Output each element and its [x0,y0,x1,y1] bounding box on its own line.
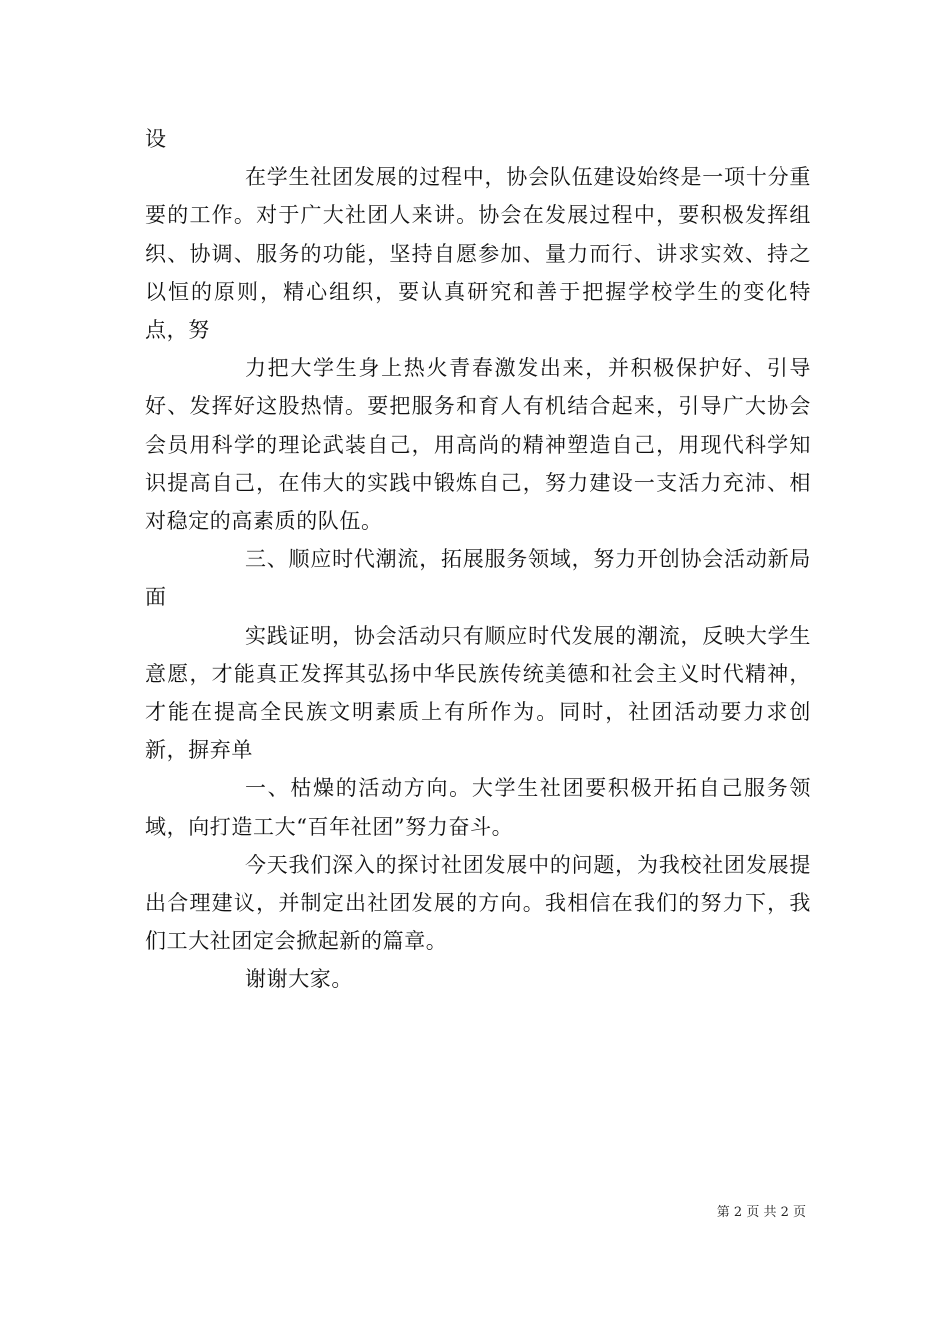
paragraph-1: 设 [145,127,167,151]
paragraph-2: 在学生社团发展的过程中，协会队伍建设始终是一项十分重要的工作。对于广大社团人来讲。协会在发展过程中，要积极发挥组织、协调、服务的功能，坚持自愿参加、量力而行、讲求实效、持之以恒的原则，精心组织，要认真研究和善于把握学校学生的变化特点，努 [145,165,811,343]
paragraph-4: 实践证明，协会活动只有顺应时代发展的潮流，反映大学生意愿，才能真正发挥其弘扬中华民族传统美德和社会主义时代精神，才能在提高全民族文明素质上有所作为。同时，社团活动要力求创新，摒弃单 [145,623,811,763]
document-body [145,120,811,999]
closing-line: 谢谢大家。 [245,967,353,992]
section-heading-3: 三、顺应时代潮流，拓展服务领域，努力开创协会活动新局面 [145,547,811,610]
page-number-footer: 第 2 页 共 2 页 [716,1205,806,1220]
paragraph-3: 力把大学生身上热火青春激发出来，并积极保护好、引导好、发挥好这股热情。要把服务和育人有机结合起来，引导广大协会会员用科学的理论武装自己，用高尚的精神塑造自己，用现代科学知识提高自己，在伟大的实践中锻炼自己，努力建设一支活力充沛、相对稳定的高素质的队伍。 [145,356,811,534]
paragraph-6: 今天我们深入的探讨社团发展中的问题，为我校社团发展提出合理建议，并制定出社团发展的方向。我相信在我们的努力下，我们工大社团定会掀起新的篇章。 [145,852,811,954]
paragraph-5: 一、枯燥的活动方向。大学生社团要积极开拓自己服务领域，向打造工大“百年社团”努力奋斗。 [145,776,811,839]
